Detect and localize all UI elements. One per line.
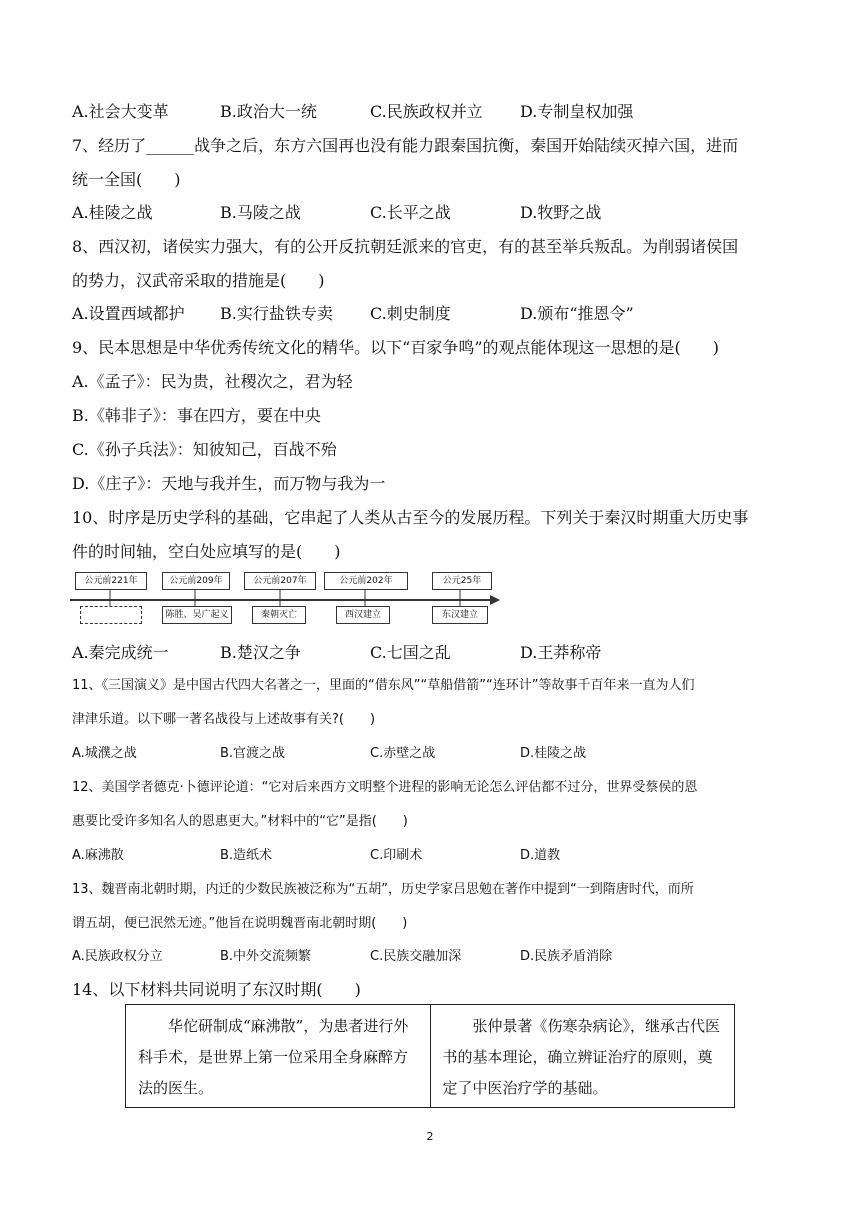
q6-option-b: B.政治大一统 (220, 102, 317, 121)
q12-option-c: C.印刷术 (370, 848, 423, 863)
q6-options (72, 102, 633, 122)
timeline-event: 秦朝灭亡 (252, 606, 306, 624)
q13-stem-line2: 谓五胡，便已泯然无迹。”他旨在说明魏晋南北朝时期( ) (72, 916, 408, 931)
q8-option-c: C.刺史制度 (370, 304, 451, 323)
q13-option-a: A.民族政权分立 (72, 949, 163, 964)
q8-option-d: D.颁布“推恩令” (520, 304, 634, 323)
q8-option-b: B.实行盐铁专卖 (220, 304, 333, 323)
q7-stem-line2: 统一全国( ) (72, 170, 181, 189)
q10-option-b: B.楚汉之争 (220, 643, 301, 662)
q11-option-d: D.桂陵之战 (520, 746, 587, 761)
q11-stem-line1: 11、《三国演义》是中国古代四大名著之一，里面的“借东风”“草船借箭”“连环计”等故事千百年来一直为人们 (72, 678, 695, 693)
q8-stem-line2: 的势力，汉武帝采取的措施是( ) (72, 271, 325, 290)
q8-option-a: A.设置西域都护 (72, 304, 185, 323)
q9-option-b: B.《韩非子》：事在四方，要在中央 (72, 406, 321, 425)
q9-stem: 9、民本思想是中华优秀传统文化的精华。以下“百家争鸣”的观点能体现这一思想的是( ) (72, 338, 720, 357)
q8-stem-line1: 8、西汉初，诸侯实力强大，有的公开反抗朝廷派来的官吏，有的甚至举兵叛乱。为削弱诸侯国 (72, 237, 739, 256)
q8-options (72, 304, 634, 324)
q7-stem-line1: 7、经历了______战争之后，东方六国再也没有能力跟秦国抗衡，秦国开始陆续灭掉六国，进而 (72, 136, 739, 155)
q14-material-table (125, 1004, 735, 1108)
q11-stem-line2: 津津乐道。以下哪一著名战役与上述故事有关?( ) (72, 712, 376, 727)
timeline-year: 公元前221年 (75, 572, 147, 590)
q12-stem-line2: 惠要比受许多知名人的恩惠更大。”材料中的“它”是指( ) (72, 814, 408, 829)
timeline-year: 公元25年 (432, 572, 492, 590)
q7-option-d: D.牧野之战 (520, 203, 602, 222)
q13-option-c: C.民族交融加深 (370, 949, 462, 964)
q10-option-d: D.王莽称帝 (520, 643, 602, 662)
q7-options (72, 203, 601, 223)
q6-option-a: A.社会大变革 (72, 102, 169, 121)
timeline-year: 公元前207年 (244, 572, 316, 590)
q12-option-d: D.道教 (520, 848, 561, 863)
q13-stem-line1: 13、魏晋南北朝时期，内迁的少数民族被泛称为“五胡”，历史学家吕思勉在著作中提到“一到隋唐时代，而所 (72, 882, 694, 897)
timeline-event: 西汉建立 (336, 606, 390, 624)
q10-stem-line2: 件的时间轴，空白处应填写的是( ) (72, 542, 341, 561)
q7-option-b: B.马陵之战 (220, 203, 301, 222)
q9-option-c: C.《孙子兵法》：知彼知己，百战不殆 (72, 440, 337, 459)
q9-option-a: A.《孟子》：民为贵，社稷次之，君为轻 (72, 372, 353, 391)
q6-option-c: C.民族政权并立 (370, 102, 483, 121)
q6-option-d: D.专制皇权加强 (520, 102, 634, 121)
timeline-year: 公元前202年 (324, 572, 408, 590)
material-cell-zhang-zhongjing: 张仲景著《伤寒杂病论》，继承古代医书的基本理论，确立辨证治疗的原则，奠定了中医治疗学的基础。 (430, 1005, 735, 1107)
timeline-blank-box (80, 606, 142, 624)
q11-option-b: B.官渡之战 (220, 746, 286, 761)
material-cell-hua-tuo: 华佗研制成“麻沸散”，为患者进行外科手术，是世界上第一位采用全身麻醉方法的医生。 (138, 1017, 409, 1097)
q12-option-a: A.麻沸散 (72, 848, 124, 863)
q12-stem-line1: 12、美国学者德克·卜德评论道：“它对后来西方文明整个进程的影响无论怎么评估都不过分，世界受蔡侯的恩 (72, 780, 698, 795)
timeline-event: 东汉建立 (432, 606, 488, 624)
q10-option-a: A.秦完成统一 (72, 643, 169, 662)
q13-option-d: D.民族矛盾消除 (520, 949, 613, 964)
q12-options (72, 847, 560, 865)
q12-option-b: B.造纸术 (220, 848, 273, 863)
q7-option-c: C.长平之战 (370, 203, 451, 222)
q11-option-a: A.城濮之战 (72, 746, 137, 761)
timeline-event: 陈胜、吴广起义 (162, 606, 232, 624)
q14-stem: 14、以下材料共同说明了东汉时期( ) (72, 980, 361, 999)
q13-option-b: B.中外交流频繁 (220, 949, 312, 964)
page-number: 2 (426, 1130, 434, 1143)
q10-option-c: C.七国之乱 (370, 643, 451, 662)
q13-options (72, 948, 612, 966)
q7-option-a: A.桂陵之战 (72, 203, 153, 222)
q11-option-c: C.赤壁之战 (370, 746, 436, 761)
q9-option-d: D.《庄子》：天地与我并生，而万物与我为一 (72, 474, 386, 493)
q11-options (72, 745, 586, 763)
q10-options (72, 643, 601, 663)
q10-timeline (70, 570, 500, 630)
q10-stem-line1: 10、时序是历史学科的基础，它串起了人类从古至今的发展历程。下列关于秦汉时期重大历史事 (72, 508, 749, 527)
timeline-year: 公元前209年 (162, 572, 230, 590)
